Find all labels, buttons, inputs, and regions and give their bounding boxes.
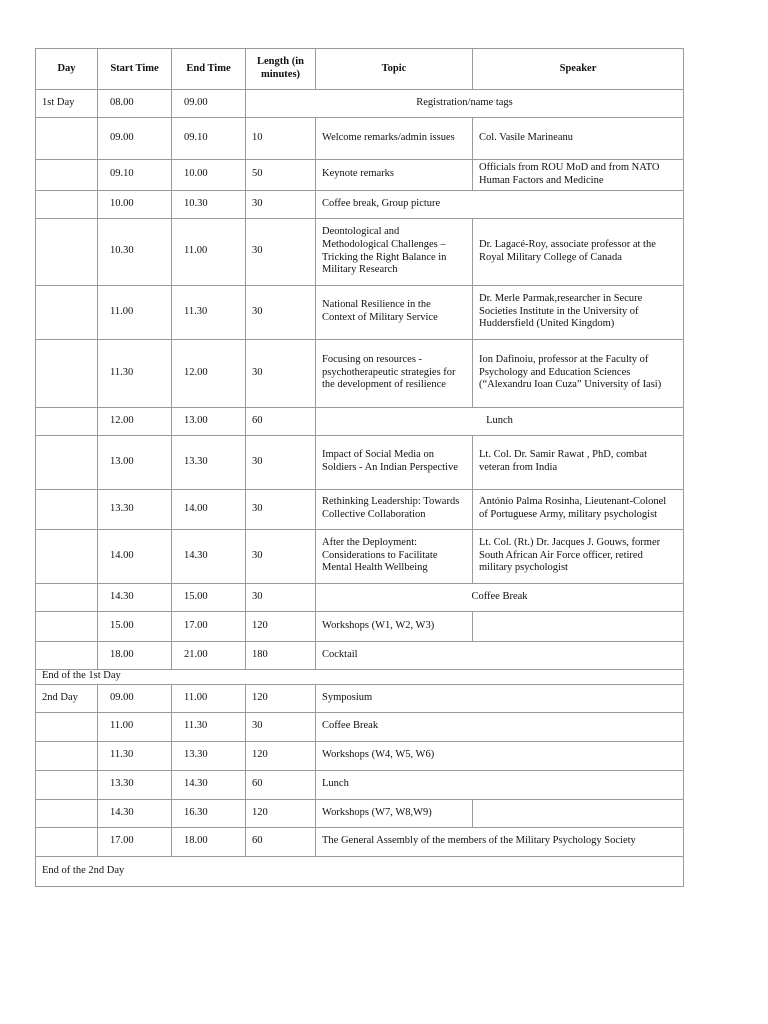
length-cell: 10	[246, 118, 316, 160]
speaker-cell: Lt. Col. Dr. Samir Rawat , PhD, combat veteran from India	[473, 435, 684, 489]
day-end-label: End of the 1st Day	[36, 669, 684, 684]
header-topic: Topic	[316, 49, 473, 90]
schedule-row	[36, 799, 684, 827]
schedule-body	[36, 90, 684, 887]
length-cell: 30	[246, 285, 316, 339]
speaker-cell: Ion Dafinoiu, professor at the Faculty of Psychology and Education Sciences (“Alexandru Ioan Cuza” University of Iasi)	[473, 339, 684, 407]
length-cell: 60	[246, 407, 316, 435]
day-cell	[36, 641, 98, 669]
end-time-cell: 13.30	[172, 435, 246, 489]
day-cell	[36, 160, 98, 191]
day-cell	[36, 285, 98, 339]
start-time-cell: 13.00	[98, 435, 172, 489]
end-time-cell: 15.00	[172, 583, 246, 611]
speaker-cell: Dr. Merle Parmak,researcher in Secure Societies Institute in the University of Huddersfield (United Kingdom)	[473, 285, 684, 339]
end-time-cell: 14.00	[172, 489, 246, 529]
speaker-cell	[473, 799, 684, 827]
end-time-cell: 09.00	[172, 90, 246, 118]
start-time-cell: 15.00	[98, 611, 172, 641]
day-end-row	[36, 856, 684, 886]
topic-cell: National Resilience in the Context of Military Service	[316, 285, 473, 339]
schedule-row	[36, 285, 684, 339]
day-cell	[36, 435, 98, 489]
schedule-row	[36, 641, 684, 669]
schedule-row	[36, 160, 684, 191]
day-cell	[36, 118, 98, 160]
start-time-cell: 18.00	[98, 641, 172, 669]
start-time-cell: 14.30	[98, 583, 172, 611]
length-cell: 50	[246, 160, 316, 191]
start-time-cell: 11.00	[98, 285, 172, 339]
start-time-cell: 09.00	[98, 684, 172, 712]
start-time-cell: 09.00	[98, 118, 172, 160]
day-cell	[36, 741, 98, 770]
length-cell: 120	[246, 799, 316, 827]
length-cell: 30	[246, 190, 316, 218]
header-day: Day	[36, 49, 98, 90]
end-time-cell: 14.30	[172, 770, 246, 799]
topic-cell: Workshops (W4, W5, W6)	[316, 741, 684, 770]
start-time-cell: 14.00	[98, 529, 172, 583]
length-cell: 120	[246, 611, 316, 641]
topic-cell: Coffee Break	[316, 712, 684, 741]
topic-cell: Registration/name tags	[246, 90, 684, 118]
end-time-cell: 14.30	[172, 529, 246, 583]
end-time-cell: 10.30	[172, 190, 246, 218]
start-time-cell: 10.00	[98, 190, 172, 218]
speaker-cell	[473, 611, 684, 641]
length-cell: 60	[246, 770, 316, 799]
topic-cell: Cocktail	[316, 641, 684, 669]
day-cell	[36, 770, 98, 799]
start-time-cell: 09.10	[98, 160, 172, 191]
day-cell	[36, 611, 98, 641]
day-end-label: End of the 2nd Day	[36, 856, 684, 886]
end-time-cell: 13.30	[172, 741, 246, 770]
day-cell	[36, 583, 98, 611]
topic-cell: Workshops (W1, W2, W3)	[316, 611, 473, 641]
schedule-table	[35, 48, 684, 887]
day-cell: 1st Day	[36, 90, 98, 118]
schedule-row	[36, 684, 684, 712]
schedule-row	[36, 741, 684, 770]
start-time-cell: 11.30	[98, 741, 172, 770]
schedule-row	[36, 529, 684, 583]
topic-cell: Lunch	[316, 407, 684, 435]
end-time-cell: 12.00	[172, 339, 246, 407]
day-end-row	[36, 669, 684, 684]
length-cell: 120	[246, 684, 316, 712]
start-time-cell: 13.30	[98, 489, 172, 529]
end-time-cell: 11.00	[172, 218, 246, 285]
schedule-row	[36, 190, 684, 218]
topic-cell: Symposium	[316, 684, 684, 712]
day-cell	[36, 190, 98, 218]
topic-cell: After the Deployment: Considerations to Facilitate Mental Health Wellbeing	[316, 529, 473, 583]
schedule-row	[36, 611, 684, 641]
end-time-cell: 11.00	[172, 684, 246, 712]
day-cell	[36, 407, 98, 435]
schedule-row	[36, 489, 684, 529]
speaker-cell: Dr. Lagacé-Roy, associate professor at the Royal Military College of Canada	[473, 218, 684, 285]
speaker-cell: António Palma Rosinha, Lieutenant-Colonel of Portuguese Army, military psychologist	[473, 489, 684, 529]
topic-cell: Coffee break, Group picture	[316, 190, 684, 218]
day-cell	[36, 339, 98, 407]
length-cell: 180	[246, 641, 316, 669]
length-cell: 30	[246, 339, 316, 407]
topic-cell: Lunch	[316, 770, 684, 799]
topic-cell: The General Assembly of the members of the Military Psychology Society	[316, 827, 684, 856]
length-cell: 30	[246, 489, 316, 529]
schedule-row	[36, 435, 684, 489]
header-row	[36, 49, 684, 90]
end-time-cell: 17.00	[172, 611, 246, 641]
header-start-time: Start Time	[98, 49, 172, 90]
speaker-cell: Lt. Col. (Rt.) Dr. Jacques J. Gouws, former South African Air Force officer, retired military psychologist	[473, 529, 684, 583]
end-time-cell: 21.00	[172, 641, 246, 669]
day-cell	[36, 489, 98, 529]
topic-cell: Coffee Break	[316, 583, 684, 611]
schedule-row	[36, 339, 684, 407]
length-cell: 30	[246, 583, 316, 611]
day-cell: 2nd Day	[36, 684, 98, 712]
length-cell: 120	[246, 741, 316, 770]
start-time-cell: 10.30	[98, 218, 172, 285]
start-time-cell: 11.00	[98, 712, 172, 741]
topic-cell: Impact of Social Media on Soldiers - An Indian Perspective	[316, 435, 473, 489]
start-time-cell: 12.00	[98, 407, 172, 435]
header-speaker: Speaker	[473, 49, 684, 90]
topic-cell: Keynote remarks	[316, 160, 473, 191]
start-time-cell: 13.30	[98, 770, 172, 799]
schedule-row	[36, 827, 684, 856]
end-time-cell: 11.30	[172, 285, 246, 339]
length-cell: 60	[246, 827, 316, 856]
topic-cell: Welcome remarks/admin issues	[316, 118, 473, 160]
end-time-cell: 10.00	[172, 160, 246, 191]
header-length: Length (in minutes)	[246, 49, 316, 90]
topic-cell: Workshops (W7, W8,W9)	[316, 799, 473, 827]
schedule-row	[36, 770, 684, 799]
start-time-cell: 17.00	[98, 827, 172, 856]
day-cell	[36, 827, 98, 856]
topic-cell: Rethinking Leadership: Towards Collective Collaboration	[316, 489, 473, 529]
schedule-row	[36, 583, 684, 611]
header-end-time: End Time	[172, 49, 246, 90]
length-cell: 30	[246, 529, 316, 583]
length-cell: 30	[246, 435, 316, 489]
start-time-cell: 11.30	[98, 339, 172, 407]
speaker-cell: Col. Vasile Marineanu	[473, 118, 684, 160]
day-cell	[36, 218, 98, 285]
topic-cell: Focusing on resources - psychotherapeutic strategies for the development of resilience	[316, 339, 473, 407]
schedule-row	[36, 407, 684, 435]
schedule-row	[36, 118, 684, 160]
end-time-cell: 16.30	[172, 799, 246, 827]
end-time-cell: 13.00	[172, 407, 246, 435]
length-cell: 30	[246, 712, 316, 741]
length-cell: 30	[246, 218, 316, 285]
topic-cell: Deontological and Methodological Challenges – Tricking the Right Balance in Military Research	[316, 218, 473, 285]
schedule-row	[36, 712, 684, 741]
end-time-cell: 18.00	[172, 827, 246, 856]
day-cell	[36, 712, 98, 741]
speaker-cell: Officials from ROU MoD and from NATO Human Factors and Medicine	[473, 160, 684, 191]
day-cell	[36, 799, 98, 827]
start-time-cell: 08.00	[98, 90, 172, 118]
schedule-row	[36, 90, 684, 118]
start-time-cell: 14.30	[98, 799, 172, 827]
end-time-cell: 11.30	[172, 712, 246, 741]
end-time-cell: 09.10	[172, 118, 246, 160]
day-cell	[36, 529, 98, 583]
schedule-row	[36, 218, 684, 285]
